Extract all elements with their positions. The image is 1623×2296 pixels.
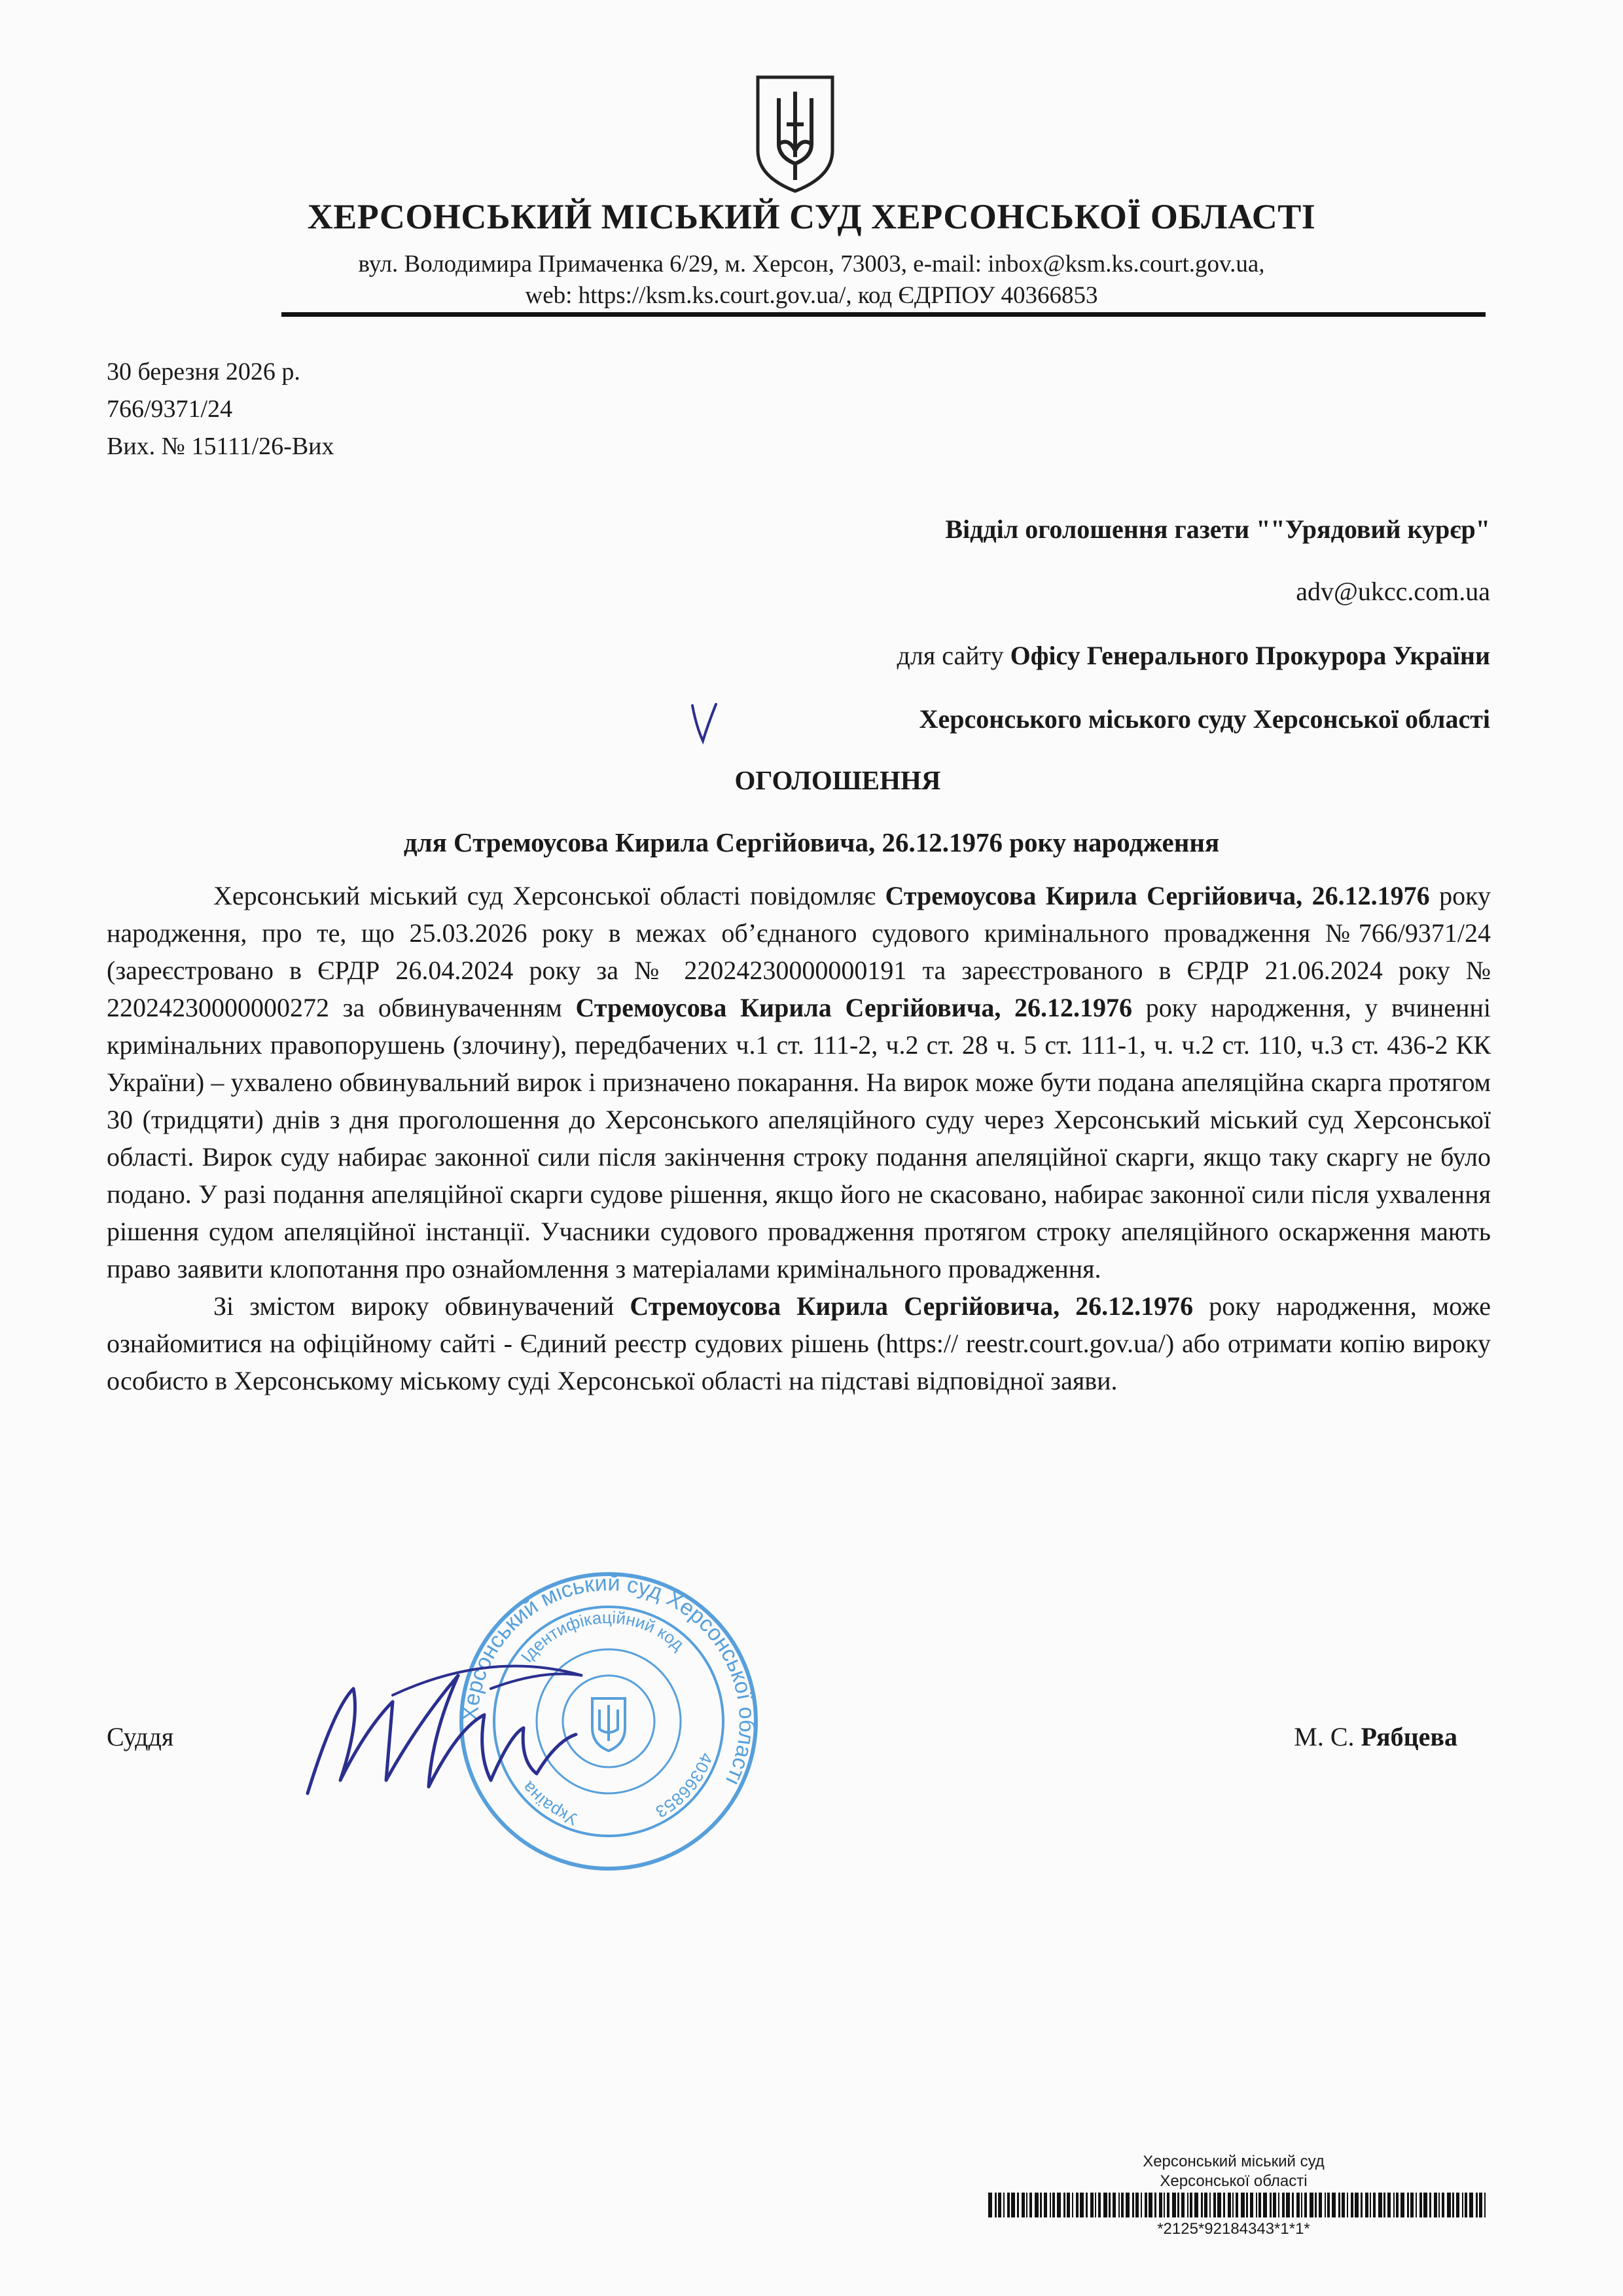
barcode-bar	[1057, 2193, 1061, 2217]
barcode-bar	[1040, 2193, 1042, 2217]
barcode-bar	[1282, 2193, 1285, 2217]
barcode-number: *2125*92184343*1*1*	[1157, 2220, 1310, 2238]
barcode-bar	[1325, 2193, 1326, 2217]
barcode-bar	[1479, 2193, 1482, 2217]
barcode-bar	[1187, 2193, 1188, 2217]
barcode-bar	[1315, 2193, 1317, 2217]
barcode-bar	[1232, 2193, 1234, 2217]
barcode-bar	[1434, 2193, 1437, 2217]
barcode-bar	[1217, 2193, 1221, 2217]
notice-subtitle: для Стремоусова Кирила Сергійовича, 26.12.1976 року народження	[403, 827, 1220, 857]
barcode-bar	[1113, 2193, 1116, 2217]
svg-text:40366853	[652, 1750, 717, 1821]
barcode-bar	[1164, 2193, 1165, 2217]
addressee-court: Херсонського міського суду Херсонської області	[919, 704, 1490, 734]
addressee-newspaper: Відділ оголошення газети ""Урядовий курєр"	[945, 514, 1490, 544]
barcode-bar	[1292, 2193, 1294, 2217]
judge-surname: Рябцева	[1361, 1722, 1457, 1751]
barcode-bar	[1076, 2193, 1079, 2217]
barcode-bar	[1387, 2193, 1391, 2217]
barcode-bar	[1419, 2193, 1422, 2217]
barcode-bar	[1190, 2193, 1192, 2217]
barcode-bar	[1410, 2193, 1414, 2217]
barcode-bar	[1447, 2193, 1451, 2217]
barcode-bar	[1327, 2193, 1330, 2217]
barcode-bar	[1011, 2193, 1015, 2217]
barcode-bar	[1063, 2193, 1065, 2217]
barcode-bar	[1319, 2193, 1322, 2217]
judge-signature	[294, 1630, 596, 1826]
barcode-bar	[1365, 2193, 1368, 2217]
barcode-bar	[1035, 2193, 1039, 2217]
notice-body	[107, 877, 1491, 1399]
barcode-bar	[1201, 2193, 1203, 2217]
barcode-bar	[1126, 2193, 1130, 2217]
barcode-bar	[1258, 2193, 1261, 2217]
barcode-bar	[1296, 2193, 1300, 2217]
barcode-bar	[1022, 2193, 1025, 2217]
barcode-bar	[1423, 2193, 1427, 2217]
barcode-bar	[1407, 2193, 1409, 2217]
barcode-bar	[1159, 2193, 1162, 2217]
barcode-bar	[1145, 2193, 1147, 2217]
document-date: 30 березня 2026 р.	[107, 358, 300, 386]
barcode-bar	[1273, 2193, 1276, 2217]
barcode-bar	[1209, 2193, 1211, 2217]
barcode-bar	[1342, 2193, 1345, 2217]
footer-line-1: Херсонський міський суд	[1143, 2153, 1325, 2170]
barcode-bar	[1132, 2193, 1134, 2217]
barcode-bar	[1246, 2193, 1248, 2217]
barcode-bar	[1270, 2193, 1272, 2217]
barcode-bar	[1456, 2193, 1459, 2217]
barcode-bar	[1347, 2193, 1348, 2217]
barcode-bar	[1052, 2193, 1055, 2217]
barcode-bar	[1263, 2193, 1267, 2217]
barcode-bar	[1465, 2193, 1467, 2217]
barcode-bar	[1072, 2193, 1073, 2217]
barcode-bar	[998, 2193, 1001, 2217]
judge-name	[1294, 1721, 1457, 1752]
court-title: ХЕРСОНСЬКИЙ МІСЬКИЙ СУД ХЕРСОНСЬКОЇ ОБЛАСТІ	[307, 197, 1316, 236]
barcode-bar	[1090, 2193, 1094, 2217]
judge-label: Суддя	[107, 1722, 174, 1751]
barcode-bar	[1194, 2193, 1198, 2217]
barcode-bar	[1007, 2193, 1010, 2217]
barcode-bar	[1383, 2193, 1385, 2217]
barcode-bar	[1429, 2193, 1431, 2217]
barcode-bar	[1172, 2193, 1176, 2217]
barcode-bar	[1067, 2193, 1070, 2217]
barcode-bar	[1103, 2193, 1107, 2217]
barcode-bar	[1476, 2193, 1478, 2217]
barcode-bar	[1086, 2193, 1088, 2217]
document-meta	[107, 353, 334, 465]
addressee-prosecutor-name: Офісу Генерального Прокурора України	[1010, 641, 1490, 670]
barcode-bar	[1141, 2193, 1142, 2217]
footer-line-2: Херсонської області	[1160, 2172, 1308, 2190]
barcode-bar	[1050, 2193, 1051, 2217]
stamp-outer-text: Херсонський міський суд Херсонської області	[457, 1570, 760, 1789]
barcode-bar	[1154, 2193, 1156, 2217]
court-address	[0, 249, 1623, 312]
address-line-1: вул. Володимира Примаченка 6/29, м. Херсон, 73003, e-mail: inbox@ksm.ks.court.gov.ua,	[358, 251, 1265, 278]
barcode-bar	[1177, 2193, 1179, 2217]
barcode-bar	[1338, 2193, 1340, 2217]
barcode-bar	[1213, 2193, 1216, 2217]
case-number: 766/9371/24	[107, 395, 233, 423]
barcode-bar	[1484, 2193, 1486, 2217]
barcode-bar	[1286, 2193, 1290, 2217]
barcode-bar	[1310, 2193, 1313, 2217]
barcode-bar	[1304, 2193, 1307, 2217]
barcode-bar	[1416, 2193, 1417, 2217]
barcode-bar	[1080, 2193, 1084, 2217]
barcode-bar	[1118, 2193, 1120, 2217]
barcode-bar	[1003, 2193, 1005, 2217]
barcode-bar	[1250, 2193, 1253, 2217]
barcode-bar	[1438, 2193, 1440, 2217]
barcode-bar	[1396, 2193, 1399, 2217]
barcode-bar	[1223, 2193, 1225, 2217]
addressee-email: adv@ukcc.com.ua	[1296, 577, 1490, 606]
barcode-bar	[1149, 2193, 1152, 2217]
barcode-bar	[1095, 2193, 1096, 2217]
stamp-country: Україна	[518, 1778, 580, 1830]
body-paragraph-1: Херсонський міський суд Херсонської області повідомляє Стремоусова Кирила Сергійовича, 26.12.1976 року народження, про те, що 25.03.2026 року в межах об’єднаного судового кримінального провадження №766/9371/24 (зареєстровано в ЄРДР 26.04.2024 року за № 22024230000000191 та зареєстрованого в ЄРДР 21.06.2024 року № 22024230000000272 за обвинуваченням Стремоусова Кирила Сергійовича, 26.12.1976 року народження, у вчиненні кримінальних правопорушень (злочину), передбачених ч.1 ст. 111-2, ч.2 ст. 28 ч. 5 ст. 111-1, ч. ч.2 ст. 110, ч.3 ст. 436-2 КК України) – ухвалено обвинувальний вирок і призначено покарання. На вирок може бути подана апеляційна скарга протягом 30 (тридцяти) днів з дня проголошення до Херсонського апеляційного суду через Херсонський міський суд Херсонської області. Вирок суду набирає законної сили після закінчення строку подання апеляційної скарги, якщо таку скаргу не було подано. У разі подання апеляційної скарги судове рішення, якщо його не скасовано, набирає законної сили після ухвалення рішення судом апеляційної інстанції. Учасники судового провадження протягом строку апеляційного оскарження мають право заявити клопотання про ознайомлення з матеріалами кримінального провадження.	[107, 881, 1491, 1283]
barcode-bar	[1029, 2193, 1032, 2217]
barcode-bar	[1393, 2193, 1395, 2217]
barcode-bar	[1026, 2193, 1027, 2217]
barcode-bar	[1204, 2193, 1207, 2217]
barcode-bar	[995, 2193, 997, 2217]
footer-court-stamp	[1021, 2152, 1446, 2191]
notice-title: ОГОЛОШЕННЯ	[734, 765, 941, 795]
judge-initials: М. С.	[1294, 1722, 1361, 1751]
addressee-prosecutor	[897, 640, 1490, 671]
barcode-bar	[1278, 2193, 1279, 2217]
barcode-bar	[1228, 2193, 1231, 2217]
stamp-inner-code: 40366853	[652, 1750, 717, 1822]
barcode-bar	[1400, 2193, 1404, 2217]
header-divider	[281, 312, 1486, 317]
coat-of-arms-icon	[753, 72, 838, 196]
document-barcode	[988, 2193, 1486, 2217]
barcode-bar	[988, 2193, 992, 2217]
outgoing-number: Вих. № 15111/26-Вих	[107, 433, 334, 460]
barcode-bar	[1109, 2193, 1111, 2217]
barcode-bar	[1442, 2193, 1444, 2217]
barcode-bar	[1332, 2193, 1336, 2217]
stamp-id-label: Ідентифікаційний код	[516, 1607, 688, 1666]
addressee-prefix: для сайту	[897, 641, 1010, 670]
barcode-bar	[1181, 2193, 1185, 2217]
barcode-bar	[1256, 2193, 1257, 2217]
barcode-bar	[1370, 2193, 1371, 2217]
barcode-bar	[1355, 2193, 1359, 2217]
address-line-2: web: https://ksm.ks.court.gov.ua/, код ЄДРПОУ 40366853	[525, 282, 1098, 309]
barcode-bar	[1236, 2193, 1238, 2217]
barcode-bar	[1044, 2193, 1047, 2217]
barcode-bar	[1241, 2193, 1245, 2217]
barcode-bar	[1378, 2193, 1382, 2217]
barcode-bar	[1373, 2193, 1376, 2217]
barcode-bar	[1301, 2193, 1302, 2217]
body-paragraph-2: Зі змістом вироку обвинувачений Стремоусова Кирила Сергійовича, 26.12.1976 року народження, може ознайомитися на офіційному сайті - Єдиний реєстр судових рішень (https:// reestr.court.gov.ua/) або отримати копію вироку особисто в Херсонському міському суді Херсонської області на підставі відповідної заяви.	[107, 1291, 1491, 1395]
barcode-bar	[1452, 2193, 1454, 2217]
barcode-bar	[1167, 2193, 1169, 2217]
barcode-bar	[1135, 2193, 1139, 2217]
barcode-bar	[1361, 2193, 1363, 2217]
handwritten-checkmark-icon	[687, 700, 720, 746]
barcode-bar	[1098, 2193, 1101, 2217]
barcode-bar	[1017, 2193, 1019, 2217]
barcode-bar	[1351, 2193, 1353, 2217]
barcode-bar	[1469, 2193, 1473, 2217]
barcode-bar	[1462, 2193, 1463, 2217]
barcode-bar	[1121, 2193, 1124, 2217]
